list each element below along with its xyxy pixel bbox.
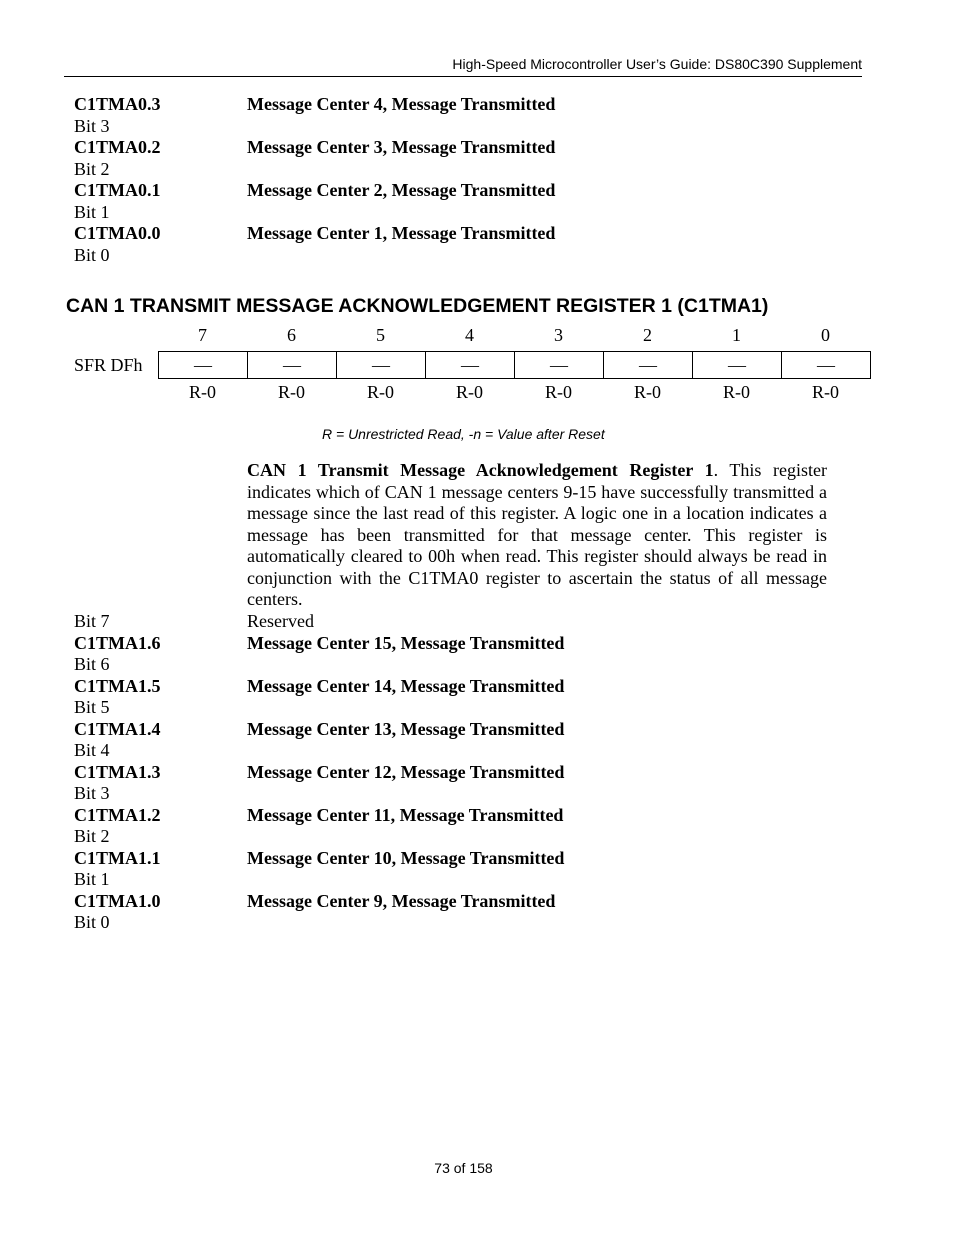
register-description — [247, 460, 827, 611]
register-legend: R = Unrestricted Read, -n = Value after Reset — [322, 426, 605, 442]
bit-name: C1TMA1.5 — [74, 675, 161, 696]
bit-position: Bit 6 — [74, 654, 110, 674]
bit-number-row — [158, 323, 870, 347]
bit-description: Message Center 14, Message Transmitted — [247, 675, 565, 696]
bit-row — [74, 676, 834, 698]
bit-name: C1TMA1.2 — [74, 804, 161, 825]
bit-description: Message Center 10, Message Transmitted — [247, 847, 565, 868]
bit-row — [74, 180, 834, 202]
bit-position: Bit 7 — [74, 611, 110, 631]
bit-name: C1TMA1.1 — [74, 847, 161, 868]
bit-number: 4 — [465, 325, 474, 345]
register-cell: — — [337, 352, 426, 378]
bit-row — [74, 805, 834, 827]
register-cell: — — [426, 352, 515, 378]
bit-description: Message Center 4, Message Transmitted — [247, 94, 556, 114]
reset-value-row — [158, 380, 870, 404]
register-cell: — — [604, 352, 693, 378]
bit-position: Bit 2 — [74, 826, 110, 846]
register-cell: — — [693, 352, 782, 378]
bit-row — [74, 762, 834, 784]
bit-description: Message Center 13, Message Transmitted — [247, 718, 565, 739]
reset-value: R-0 — [545, 382, 572, 402]
register-cells — [158, 351, 871, 379]
bit-position-row — [74, 869, 834, 891]
bit-row — [74, 94, 834, 116]
bit-number: 3 — [554, 325, 563, 345]
bit-position-row — [74, 783, 834, 805]
bit-position-row — [74, 245, 834, 267]
bit-position: Bit 2 — [74, 158, 110, 179]
bit-name: C1TMA1.0 — [74, 890, 161, 911]
bit-number: 1 — [732, 325, 741, 345]
register-cell: — — [159, 352, 248, 378]
bit-position-row — [74, 159, 834, 181]
bit-row — [74, 633, 834, 655]
bit-description: Message Center 9, Message Transmitted — [247, 890, 556, 911]
register-cell: — — [817, 355, 835, 375]
bit-position-row — [74, 912, 834, 934]
reset-value: R-0 — [367, 382, 394, 402]
reset-value: R-0 — [812, 382, 839, 402]
bit-name: C1TMA0.3 — [74, 94, 161, 114]
description-lead: CAN 1 Transmit Message Acknowledgement Register 1 — [247, 460, 714, 480]
bit-row — [74, 137, 834, 159]
bit-description: Message Center 2, Message Transmitted — [247, 180, 556, 200]
bit-position: Bit 0 — [74, 912, 110, 932]
bit-position-row — [74, 116, 834, 138]
bit-name: C1TMA0.1 — [74, 180, 161, 200]
bit-name: C1TMA1.6 — [74, 632, 161, 653]
bit-number: 2 — [643, 325, 652, 345]
bit-position: Bit 5 — [74, 697, 110, 717]
bit-position: Bit 0 — [74, 244, 110, 265]
bit-name: C1TMA0.2 — [74, 137, 161, 157]
reserved-row — [74, 611, 834, 633]
top-bit-list — [74, 94, 834, 266]
bit-row — [74, 848, 834, 870]
page-number: 73 of 158 — [434, 1160, 493, 1176]
reset-value: R-0 — [456, 382, 483, 402]
description-body: . This register indicates which of CAN 1 message centers 9-15 have successfully transmitted a message since the last read of this register. A logic one in a location indicates a message has been transmitted for that message center. This register is automatically cleared to 00h when read. This register should always be read in conjunction with the C1TMA0 register to ascertain the status of all message centers. — [247, 460, 827, 609]
bit-position: Bit 3 — [74, 783, 110, 803]
bit-number: 0 — [821, 325, 830, 345]
bit-number: 5 — [376, 325, 385, 345]
bit-name: C1TMA1.3 — [74, 761, 161, 782]
bit-description: Message Center 12, Message Transmitted — [247, 761, 565, 782]
bit-description: Reserved — [247, 611, 314, 631]
reset-value: R-0 — [278, 382, 305, 402]
sfr-address-label: SFR DFh — [74, 355, 143, 375]
reset-value: R-0 — [634, 382, 661, 402]
bit-row — [74, 891, 834, 913]
section-title: CAN 1 TRANSMIT MESSAGE ACKNOWLEDGEMENT REGISTER 1 (C1TMA1) — [66, 295, 769, 317]
reset-value: R-0 — [189, 382, 216, 402]
bit-position: Bit 1 — [74, 201, 110, 222]
bit-row — [74, 223, 834, 245]
register-cell: — — [515, 352, 604, 378]
register-cell: — — [248, 352, 337, 378]
bit-position-row — [74, 697, 834, 719]
bit-description: Message Center 15, Message Transmitted — [247, 632, 565, 653]
bit-name: C1TMA1.4 — [74, 718, 161, 739]
bit-position-row — [74, 740, 834, 762]
bit-name: C1TMA0.0 — [74, 223, 161, 243]
register-diagram — [74, 323, 874, 413]
bit-position: Bit 1 — [74, 869, 110, 889]
page-header: High-Speed Microcontroller User’s Guide: DS80C390 Supplement — [64, 55, 862, 77]
bit-row — [74, 719, 834, 741]
bit-position-row — [74, 202, 834, 224]
bit-description: Message Center 1, Message Transmitted — [247, 223, 556, 243]
bit-description: Message Center 11, Message Transmitted — [247, 804, 564, 825]
reset-value: R-0 — [723, 382, 750, 402]
bit-number: 6 — [287, 325, 296, 345]
bit-position: Bit 3 — [74, 115, 110, 136]
bit-number: 7 — [198, 325, 207, 345]
bit-position: Bit 4 — [74, 740, 110, 760]
bit-position-row — [74, 826, 834, 848]
bottom-bit-list — [74, 611, 834, 934]
bit-description: Message Center 3, Message Transmitted — [247, 137, 556, 157]
bit-position-row — [74, 654, 834, 676]
